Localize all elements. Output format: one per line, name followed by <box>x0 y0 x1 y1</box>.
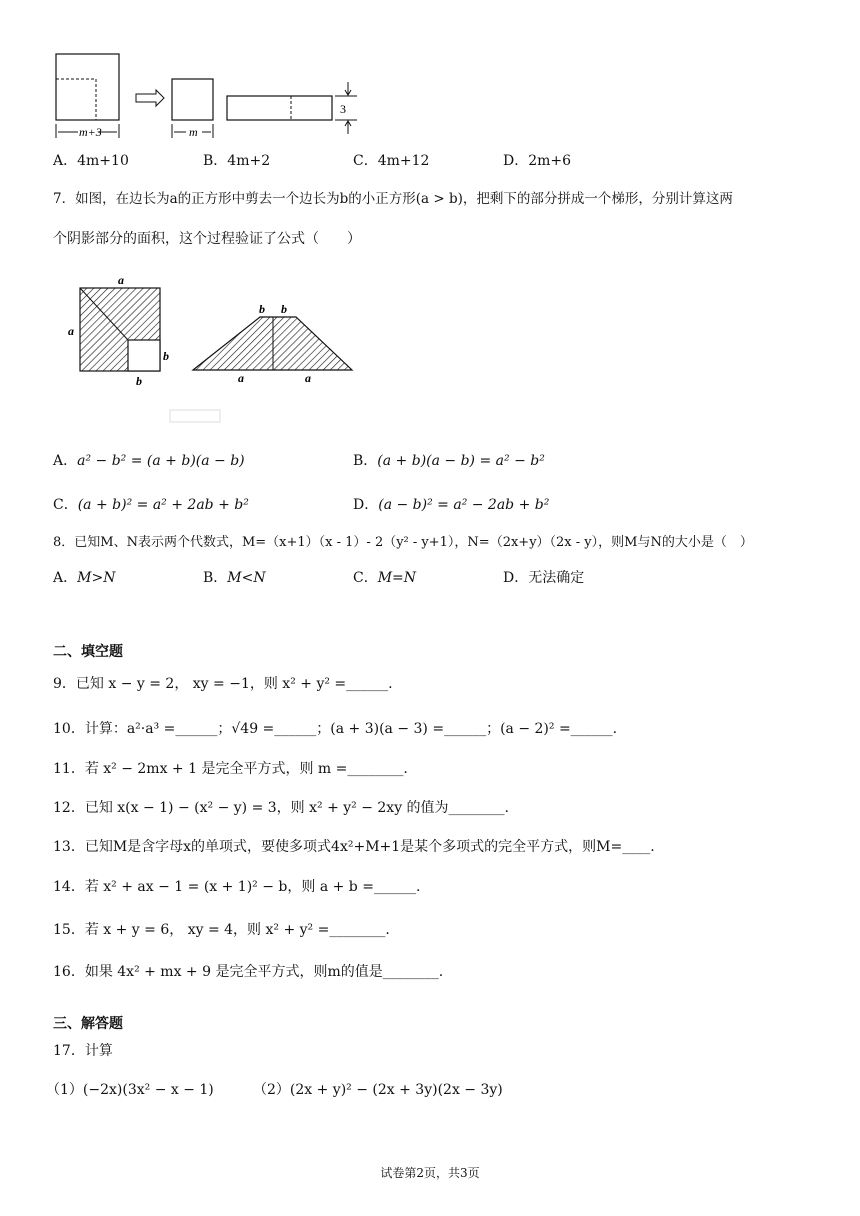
question-11: 11．若 x² − 2mx + 1 是完全平方式，则 m =________. <box>53 761 408 777</box>
question-17-part2: （2）(2x + y)² − (2x + 3y)(2x − 3y) <box>253 1082 503 1098</box>
q7-label-b-top2: b <box>281 302 287 316</box>
question-15: 15．若 x + y = 6， xy = 4，则 x² + y² =________. <box>53 922 390 938</box>
q6-label-height: 3 <box>340 102 346 116</box>
question-9: 9．已知 x − y = 2， xy = −1，则 x² + y² =______. <box>53 676 393 692</box>
q6-option-d[interactable]: D．2m+6 <box>503 153 572 169</box>
q6-label-big: m+3 <box>79 125 102 139</box>
q6-label-small: m <box>189 125 198 139</box>
q8-option-b[interactable]: B．M<N <box>203 570 266 586</box>
q6-option-b[interactable]: B．4m+2 <box>203 153 271 169</box>
section-fill-blank-heading: 二、填空题 <box>53 644 123 660</box>
q8-option-d[interactable]: D．无法确定 <box>503 570 585 586</box>
question-17-part1: （1）(−2x)(3x² − x − 1) <box>46 1082 214 1098</box>
section-answer-heading: 三、解答题 <box>53 1016 123 1032</box>
q7-stem-line2: 个阴影部分的面积，这个过程验证了公式（ ） <box>53 231 361 247</box>
q7-figure <box>60 272 360 424</box>
q7-option-b[interactable]: B．(a + b)(a − b) = a² − b² <box>353 453 545 469</box>
q6-option-c[interactable]: C．4m+12 <box>353 153 430 169</box>
q8-option-c[interactable]: C．M=N <box>353 570 417 586</box>
q8-stem: 8．已知M、N表示两个代数式，M=（x+1）（x - 1）- 2（y² - y+1），N=（2x+y）（2x - y），则M与N的大小是（ ） <box>53 535 753 550</box>
question-14: 14．若 x² + ax − 1 = (x + 1)² − b，则 a + b =______. <box>53 879 421 895</box>
q6-figure <box>52 50 362 146</box>
question-13: 13．已知M是含字母x的单项式，要使多项式4x²+M+1是某个多项式的完全平方式，则M=____. <box>53 839 655 855</box>
question-12: 12．已知 x(x − 1) − (x² − y) = 3，则 x² + y² − 2xy 的值为________. <box>53 800 510 816</box>
q6-option-a[interactable]: A．4m+10 <box>53 153 129 169</box>
q7-stem-line1: 7．如图，在边长为a的正方形中剪去一个边长为b的小正方形(a > b)，把剩下的部分拼成一个梯形，分别计算这两 <box>53 191 733 207</box>
q7-label-b-top1: b <box>259 302 265 316</box>
q8-option-a[interactable]: A．M>N <box>53 570 116 586</box>
q7-option-a[interactable]: A．a² − b² = (a + b)(a − b) <box>53 453 245 469</box>
q7-label-b-right: b <box>163 349 169 363</box>
question-10: 10．计算：a²·a³ =______；√49 =______；(a + 3)(a − 3) =______；(a − 2)² =______. <box>53 721 618 737</box>
q7-label-a-bot2: a <box>305 371 311 385</box>
q7-label-a-top: a <box>118 273 124 287</box>
question-16: 16．如果 4x² + mx + 9 是完全平方式，则m的值是________. <box>53 964 444 980</box>
q7-option-d[interactable]: D．(a − b)² = a² − 2ab + b² <box>353 497 550 513</box>
q7-label-a-bot1: a <box>238 371 244 385</box>
page-footer: 试卷第2页，共3页 <box>380 1166 480 1180</box>
q7-option-c[interactable]: C．(a + b)² = a² + 2ab + b² <box>53 497 249 513</box>
question-17-title: 17．计算 <box>53 1043 113 1059</box>
q7-label-b-bottom: b <box>136 374 142 388</box>
q7-label-a-left: a <box>68 324 74 338</box>
